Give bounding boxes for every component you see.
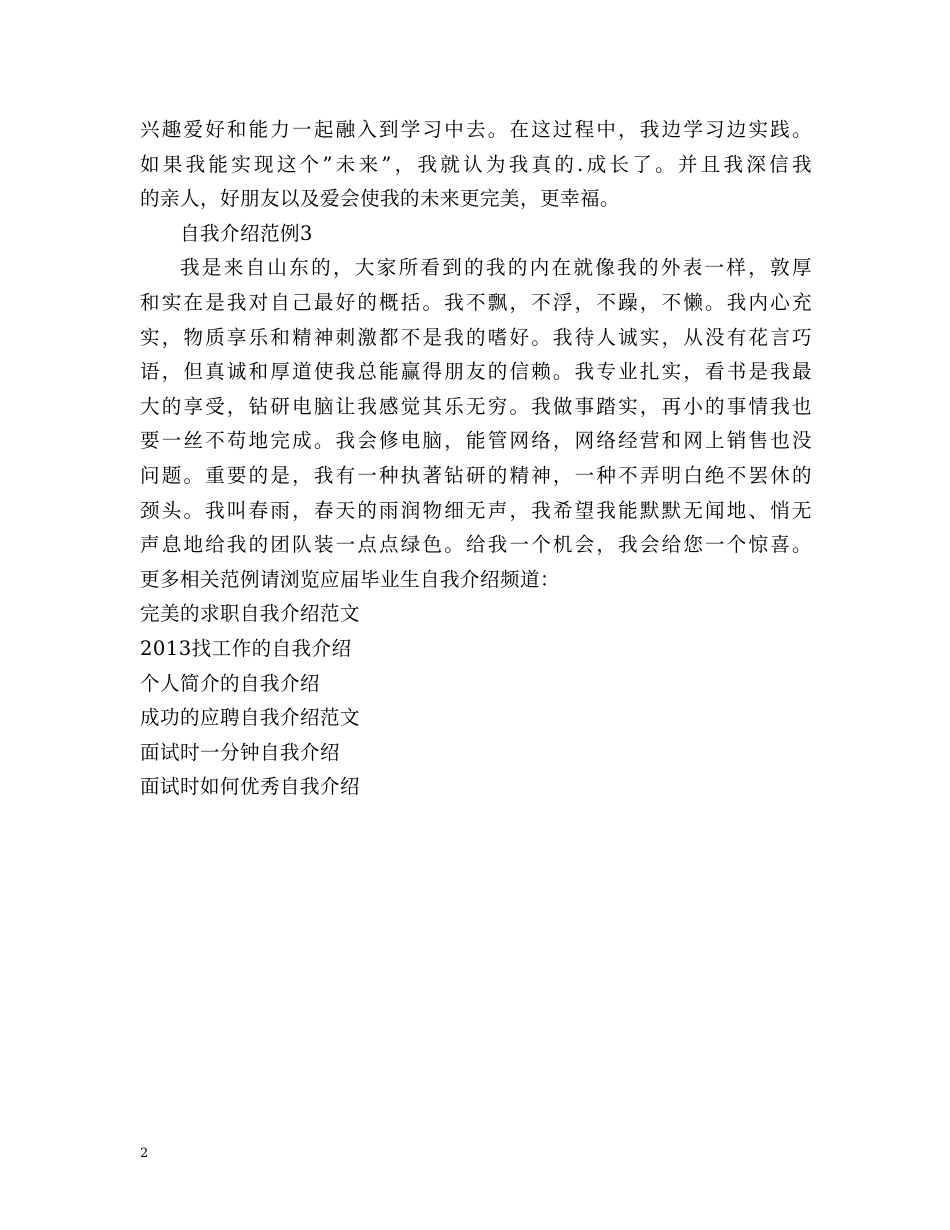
related-link[interactable]: 完美的求职自我介绍范文: [140, 602, 361, 626]
paragraph-line: 大的享受，钻研电脑让我感觉其乐无穷。我做事踏实，再小的事情我也: [140, 394, 812, 418]
paragraph-line: 实，物质享乐和精神刺激都不是我的嗜好。我待人诚实，从没有花言巧: [140, 325, 812, 349]
related-link[interactable]: 面试时如何优秀自我介绍: [140, 775, 361, 799]
section-title: 自我介绍范例3: [180, 221, 313, 245]
paragraph-line: 兴趣爱好和能力一起融入到学习中去。在这过程中，我边学习边实践。: [140, 118, 812, 141]
paragraph-line: 和实在是我对自己最好的概括。我不飘，不浮，不躁，不懒。我内心充: [140, 290, 812, 314]
paragraph-line: 的亲人，好朋友以及爱会使我的未来更完美，更幸福。: [140, 187, 621, 211]
related-link[interactable]: 面试时一分钟自我介绍: [140, 740, 341, 764]
related-link[interactable]: 个人简介的自我介绍: [140, 671, 321, 695]
more-examples-text: 更多相关范例请浏览应届毕业生自我介绍频道：: [140, 567, 561, 591]
related-link[interactable]: 2013找工作的自我介绍: [140, 636, 352, 660]
paragraph-line: 语，但真诚和厚道使我总能赢得朋友的信赖。我专业扎实，看书是我最: [140, 360, 812, 384]
paragraph-line: 我是来自山东的，大家所看到的我的内在就像我的外表一样，敦厚: [180, 256, 812, 280]
page-number: 2: [140, 1146, 149, 1161]
paragraph-line: 颈头。我叫春雨，春天的雨润物细无声，我希望我能默默无闻地、悄无: [140, 498, 812, 522]
paragraph-line: 如果我能实现这个”未来”，我就认为我真的.成长了。并且我深信我: [140, 152, 812, 176]
document-body: [140, 113, 812, 805]
paragraph-line: 声息地给我的团队装一点点绿色。给我一个机会，我会给您一个惊喜。: [140, 533, 812, 557]
related-link[interactable]: 成功的应聘自我介绍范文: [140, 706, 361, 730]
paragraph-line: 要一丝不苟地完成。我会修电脑，能管网络，网络经营和网上销售也没: [140, 429, 812, 453]
paragraph-line: 问题。重要的是，我有一种执著钻研的精神，一种不弄明白绝不罢休的: [140, 463, 812, 487]
